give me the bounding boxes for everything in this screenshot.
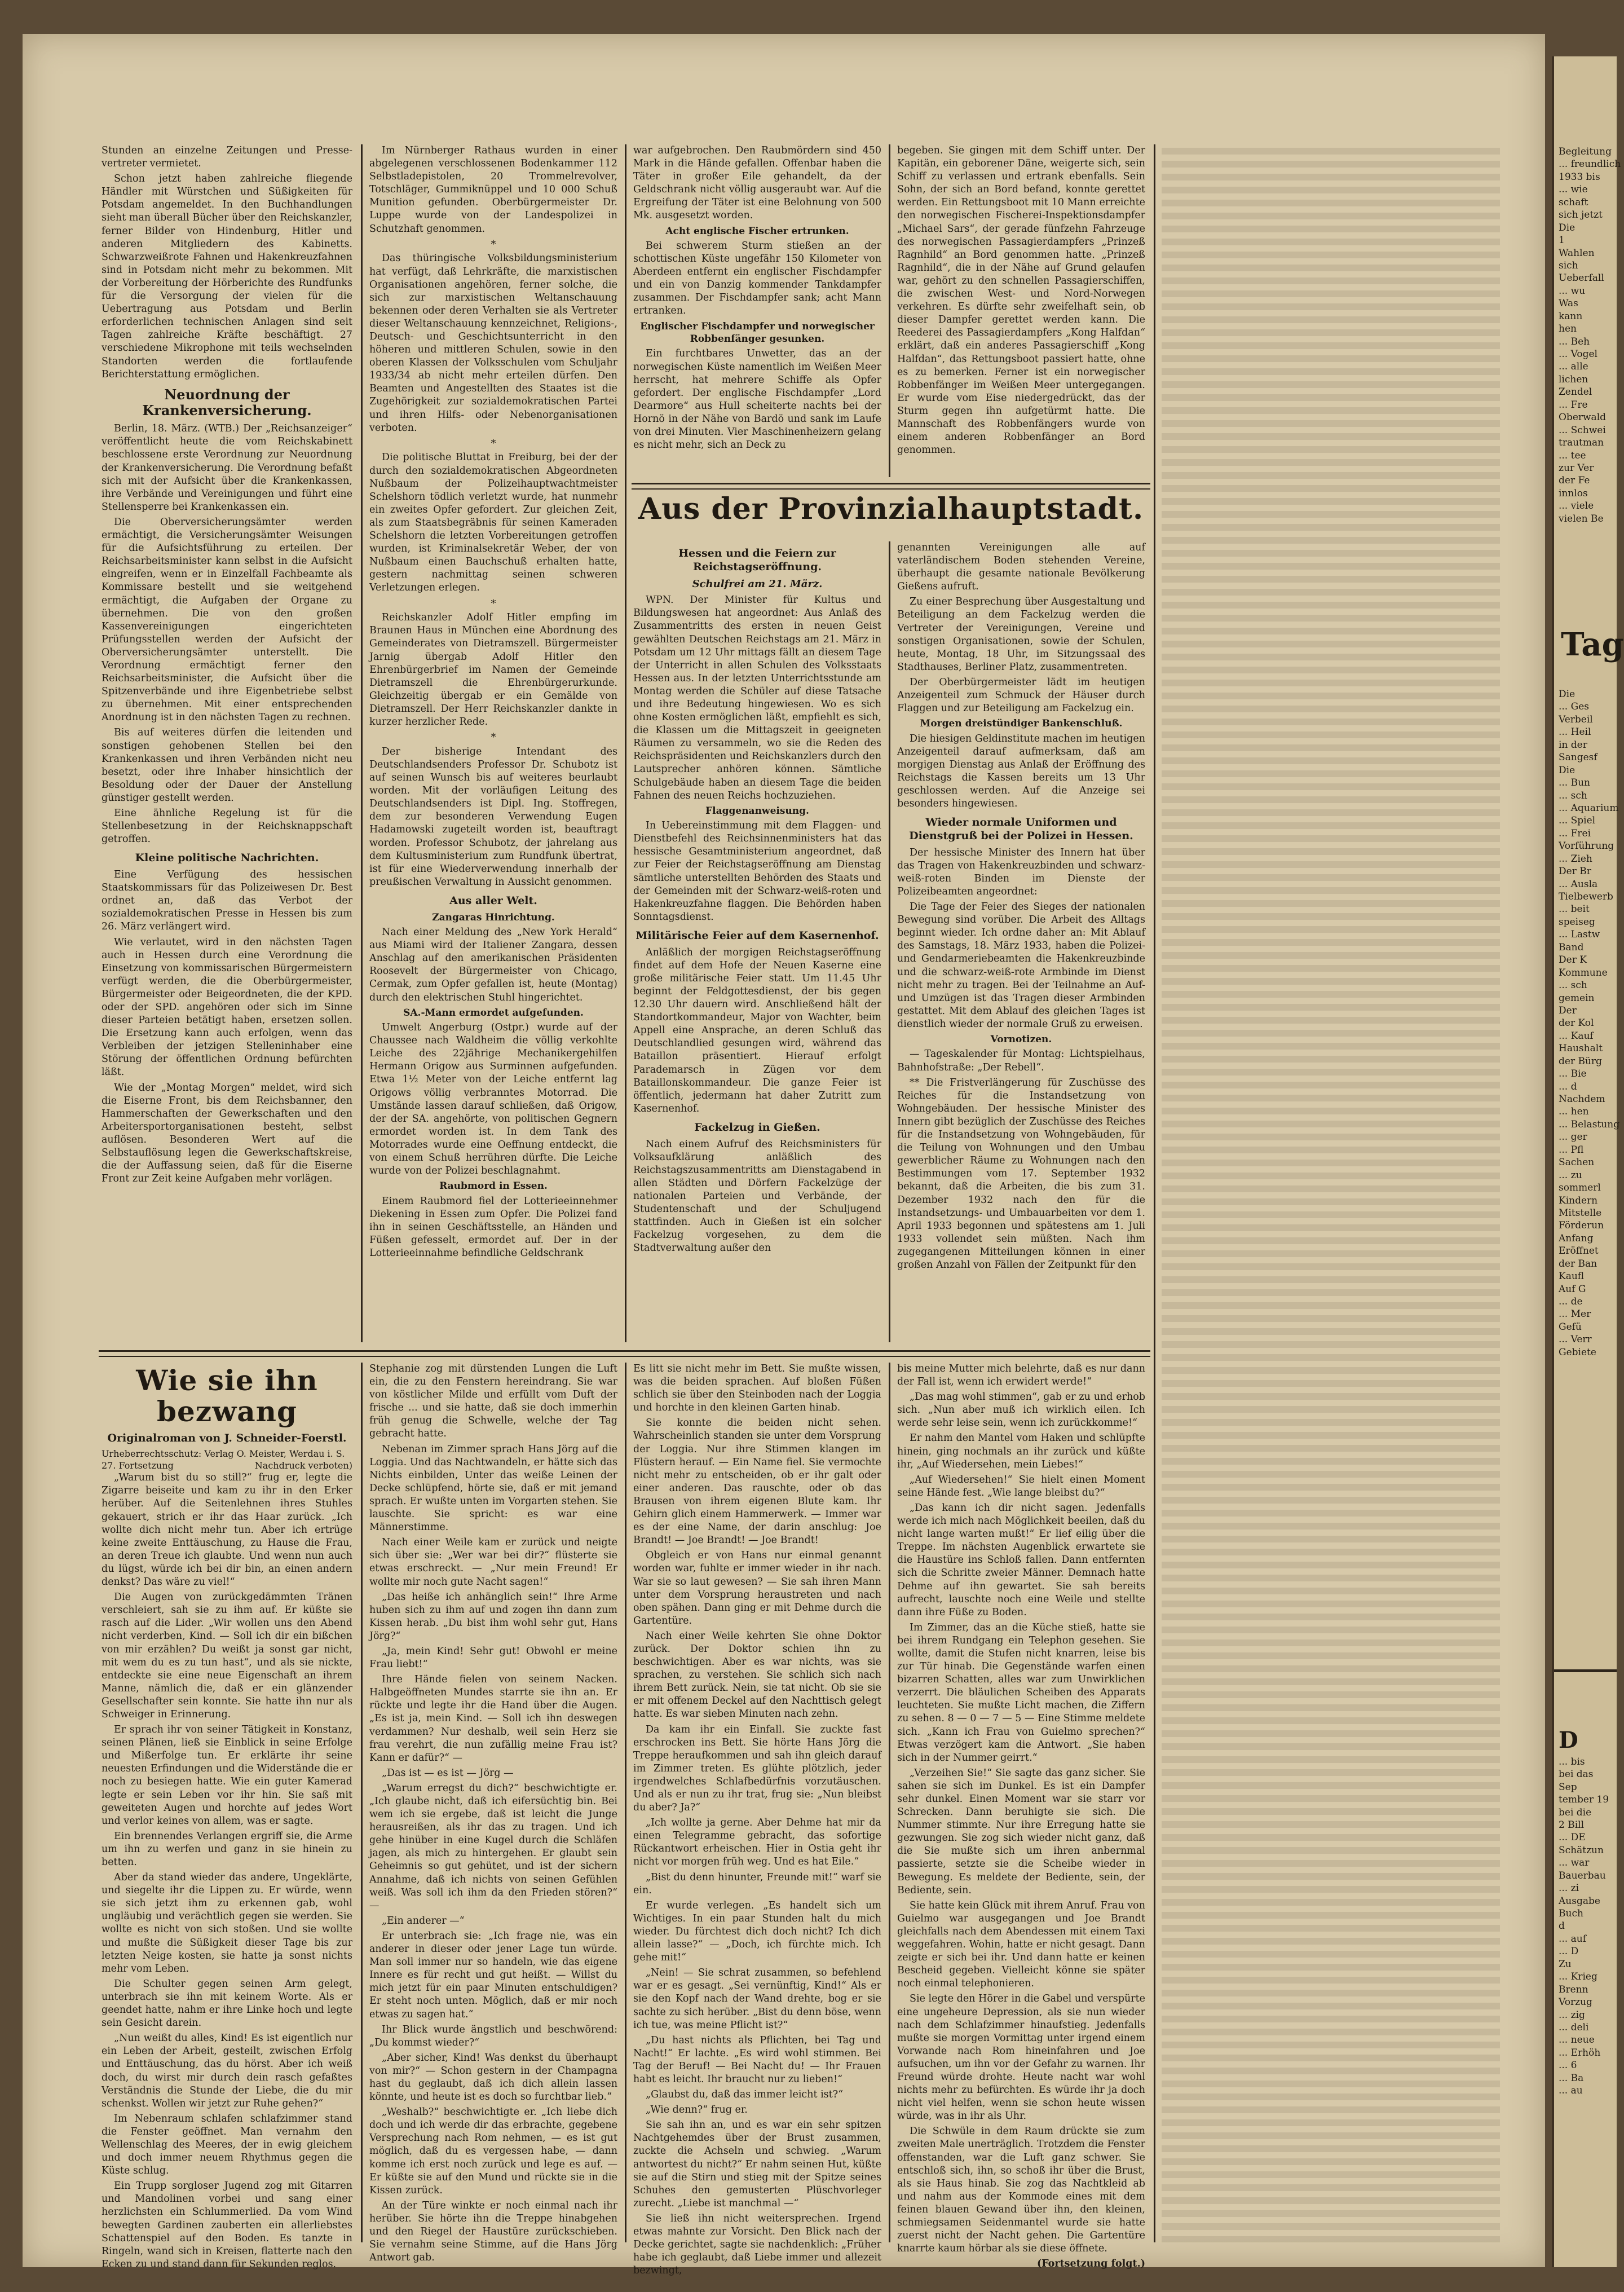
strip-line: trautman <box>1559 437 1604 449</box>
strip-line: ... wu <box>1559 285 1586 297</box>
paragraph: „Verzeihen Sie!“ Sie sagte das ganz sicher. Sie sahen sie sich im Dunkel. Es ist ein Dampfer sehr dunkel. Einen Moment war sie starr vor Schrecken. Dann beruhigte sie sich. Die Nummer stimmte. Nur ihre Erregung hatte sie gezwungen. Sie zog sich wieder nicht ganz, daß die Sie mußte sich um ihren anbernmal passierte, setzte sie die Scheibe wieder in Bewegung. Es meldete der Bediente, sein, der Bediente, sein. <box>897 1767 1145 1896</box>
strip-line: ... wie <box>1559 184 1588 196</box>
strip-line: ... Mer <box>1559 1308 1591 1320</box>
strip-line: ... sch <box>1559 790 1587 801</box>
strip-lines-bottom <box>1559 1726 1615 2097</box>
strip-lines-mid <box>1559 688 1620 1359</box>
subhead: Acht englische Fischer ertrunken. <box>665 225 849 237</box>
paragraph: „Glaubst du, daß das immer leicht ist?“ <box>646 2089 844 2101</box>
paragraph: „Das ist — es ist — Jörg — <box>382 1767 514 1779</box>
column-rule <box>625 144 626 1342</box>
paragraph: In Uebereinstimmung mit dem Flaggen- und Dienstbefehl des Reichsinnenministers hat das hessische Gesamtministerium angeordnet, daß zur Feier der Reichstagseröffnung am Dienstag sämtliche unterstellten Behörden des Staats und der Gemeinden mit der Schwarz-weiß-roten und Hakenkreuzfahne flaggen. Die Behörden haben Sonntagsdienst. <box>633 820 881 923</box>
strip-line: ... au <box>1559 2085 1583 2097</box>
paragraph: Nach einer Weile kam er zurück und neigte sich über sie: „Wer war bei dir?“ flüsterte sie etwas erschreckt. — „Nur mein Freund! Er wollte mir noch gute Nacht sagen!“ <box>369 1537 617 1588</box>
strip-line: Kaufl <box>1559 1271 1585 1282</box>
strip-line: Kindern <box>1559 1195 1598 1206</box>
strip-line: ... hen <box>1559 1106 1589 1118</box>
column-4 <box>897 144 1145 477</box>
paragraph: Die Schulter gegen seinen Arm gelegt, unterbrach sie ihn mit keinem Worte. Als er geendet hatte, nahm er ihre Linke hoch und legte sein Gesicht darein. <box>102 1978 352 2029</box>
headline-aus-aller-welt: Aus aller Welt. <box>449 894 537 907</box>
strip-line: ... deli <box>1559 2021 1589 2033</box>
paragraph: Stunden an einzelne Zeitungen und Presse-vertreter vermietet. <box>102 145 352 170</box>
strip-line: 1 <box>1559 235 1565 246</box>
strip-line: Was <box>1559 298 1578 310</box>
strip-line: gemein <box>1559 992 1595 1004</box>
strip-line: Bauerbau <box>1559 1870 1606 1881</box>
paragraph: Im Zimmer, das an die Küche stieß, hatte sie bei ihrem Rundgang ein Telephon gesehen. Sie wollte, damit die Stufen nicht knarren, leise bis zur Tür hinab. Die Gegenstände warfen einen bizarren Schatten, alles war zum Unwirklichen verzerrt. Die bläulichen Scheiben des Apparats leuchteten. Sie mußte Licht machen, die Ziffern zu sehen. 8 — 0 — 7 — 5 — Eine Stimme meldete sich. „Kann ich Frau von Guielmo sprechen?“ Etwas verzögert kam die Antwort. „Sie haben sich in der Nummer geirrt.“ <box>897 1621 1145 1764</box>
paragraph: bis meine Mutter mich belehrte, daß es nur dann der Fall ist, wenn ich erwidert werde!“ <box>897 1363 1145 1388</box>
strip-line: innlos <box>1559 487 1588 499</box>
strip-line: ... Zieh <box>1559 853 1592 865</box>
strip-line: ... sch <box>1559 980 1587 991</box>
strip-line: ... Ausla <box>1559 878 1598 890</box>
paragraph: Stephanie zog mit dürstenden Lungen die Luft ein, die zu den Fenstern hereindrang. Sie war von köstlicher Milde und erfüllt vom Duft der frische ... und sie hatte, daß sie doch immerhin früh genug die Schwelle, welche der Tag gebracht hatte. <box>369 1363 617 1440</box>
newspaper-page <box>23 34 1545 2277</box>
strip-line: Die <box>1559 764 1576 776</box>
strip-line: ... zi <box>1559 1883 1579 1894</box>
partial-right-column <box>1162 144 1500 2242</box>
paragraph: Er unterbrach sie: „Ich frage nie, was ein anderer in dieser oder jener Lage tun würde. Man soll immer nur so handeln, wie das eigene Innere es für recht und gut heißt. — Willst du mich jetzt für ein paar Minuten entschuldigen? Er steht noch unten. Möglich, daß er mir noch etwas zu sagen hat.“ <box>369 1930 617 2020</box>
subhead: Englischer Fischdampfer und norwegischer Robbenfänger gesunken. <box>640 320 875 345</box>
column-rule <box>889 1363 890 2242</box>
strip-line: Eröffnet <box>1559 1245 1599 1257</box>
paragraph: „Ein anderer —“ <box>382 1915 465 1927</box>
novel-installment-line <box>102 1460 352 1471</box>
strip-line: ... Ges <box>1559 701 1589 713</box>
strip-line: tember 19 <box>1559 1794 1609 1806</box>
strip-line: 2 Bill <box>1559 1819 1585 1831</box>
strip-line: ... Beh <box>1559 336 1590 347</box>
strip-line: sommerl <box>1559 1182 1601 1194</box>
strip-line: Vorführung <box>1559 840 1614 852</box>
subhead: Vornotizen. <box>990 1034 1052 1046</box>
novel-column-1 <box>102 1363 352 2270</box>
column-2 <box>369 144 617 1342</box>
paragraph: „Du hast nichts als Pflichten, bei Tag und Nacht!“ Er lachte. „Es wird wohl stimmen. Bei Tag der Beruf! — Bei Nacht du! — Ihr Frauen habt es leicht. Ihr braucht nur zu lieben!“ <box>633 2034 881 2085</box>
strip-line: Der Br <box>1559 866 1591 878</box>
strip-line: bei das <box>1559 1769 1594 1780</box>
strip-line: zur Ver <box>1559 462 1594 474</box>
paragraph: Nach einem Aufruf des Reichsministers für Volksaufklärung anläßlich des Reichstagszusammentritts am Dienstagabend in allen Städten und Dörfern Fackelzüge der nationalen Parteien und Verbände, der Studentenschaft und der Schuljugend stattfinden. Auch in Gießen ist ein solcher Fackelzug vorgesehen, zu dem die Stadtverwaltung außer den <box>633 1138 881 1254</box>
column-rule <box>361 144 363 1342</box>
column-rule <box>1154 144 1155 2242</box>
headline-uniformen: Wieder normale Uniformen und Dienstgruß bei der Polizei in Hessen. <box>909 816 1133 842</box>
paragraph: „Nein! — Sie schrat zusammen, so befehlend war er es gesagt. „Sei vernünftig, Kind!“ Als er sie den Kopf nach der Wand drehte, bog er sie sachte zu sich herüber. „Bist du denn böse, wenn ich tue, was meine Pflicht ist?“ <box>633 1967 881 2031</box>
strip-line: ... auf <box>1559 1933 1586 1945</box>
strip-line: ... Vogel <box>1559 349 1597 360</box>
novel-column-4 <box>897 1363 1145 2270</box>
paragraph: Aber da stand wieder das andere, Ungeklärte, und siegelte ihr die Lippen zu. Er würde, wenn sie sich jetzt ihm zu erkennen gab, wohl ungläubig und verächtlich gegen sie werden. Sie wollte es nicht von sich stoßen. Und sie wollte und mußte die Süßigkeit dieser Tage bis zur letzten Neige kosten, sie hatte ja sonst nichts mehr vom Leben. <box>102 1872 352 1974</box>
novel-subtitle: Originalroman von J. Schneider-Foerstl. <box>107 1432 347 1444</box>
paragraph: genannten Vereinigungen alle auf vaterländischem Boden stehenden Vereine, überhaupt die gesamte nationale Bevölkerung Gießens aufruft. <box>897 542 1145 593</box>
subhead: Morgen dreistündiger Bankenschluß. <box>920 718 1123 730</box>
paragraph: Schon jetzt haben zahlreiche fliegende Händler mit Würstchen und Süßigkeiten für Potsdam angemeldet. In den Buchhandlungen sieht man überall Bücher über den Reichskanzler, ferner Bilder von Hindenburg, Hitler und anderen Mitgliedern des Kabinetts. Schwarzweißrote Fahnen und Hakenkreuzfahnen sind in Potsdam nicht mehr zu bekommen. Mit der Vorbereitung der Hörberichte des Rundfunks für die Versorgung der vielen für die Uebertragung aus Potsdam und Berlin erforderlichen technischen Anlagen sind seit Tagen zahlreiche Kräfte beschäftigt. 27 verschiedene Mikrophone mit teils wechselnden Standorten werden die fortlaufende Berichterstattung ermöglichen. <box>102 173 352 380</box>
strip-line: Die <box>1559 222 1576 233</box>
strip-line: Wahlen <box>1559 247 1595 259</box>
strip-line: ... Belastung <box>1559 1118 1620 1130</box>
strip-line: ... Spiel <box>1559 815 1596 827</box>
paragraph: Er sprach ihr von seiner Tätigkeit in Konstanz, seinen Plänen, ließ sie Einblick in seine Erfolge und Mißerfolge tun. Er erklärte ihr seine neuesten Erfindungen und die Widerstände die er noch zu besiegen hatte. Wie ein guter Kamerad legte er sein Leben vor ihr hin. Sie saß mit geweiteten Augen und horchte auf jedes Wort und verlor keines von allem, was er sagte. <box>102 1724 352 1827</box>
paragraph: „Das kann ich dir nicht sagen. Jedenfalls werde ich mich nach Möglichkeit beeilen, daß du nicht lange warten mußt!“ Er lief eilig über die Treppe. Im nächsten Augenblick erwartete sie die Haustüre ins Schloß fallen. Dann entfernten sich die Schritte zweier Männer. Demnach hatte Dehme auf ihn gewartet. Sie sah bereits aufrecht, lauschte noch eine Weile und stellte dann ihre Füße zu Boden. <box>897 1502 1145 1618</box>
novel-reprint: Nachdruck verboten) <box>254 1460 352 1471</box>
strip-line: Die <box>1559 689 1576 700</box>
section-rule <box>99 1350 1150 1357</box>
novel-title: Wie sie ihn bezwang <box>136 1364 318 1428</box>
paragraph: Sie sah ihn an, und es war ein sehr spitzen Nachtgehemdes über der Brust zusammen, zuckte die Achseln und schwieg. „Warum antwortest du nicht?“ Er nahm seinen Hut, küßte sie auf die Stirn und stieg mit der Spitze seines Schuhes den gemusterten Plüschvorleger zurecht. „Liebe ist manchmal —“ <box>633 2119 881 2209</box>
strip-line: ... war <box>1559 1857 1590 1869</box>
novel-installment: 27. Fortsetzung <box>102 1460 174 1471</box>
strip-line: Kommune <box>1559 967 1608 978</box>
strip-line: Auf G <box>1559 1283 1586 1295</box>
strip-line: ... d <box>1559 1081 1577 1092</box>
headline-fackelzug: Fackelzug in Gießen. <box>694 1121 820 1134</box>
strip-line: D <box>1559 1727 1578 1753</box>
strip-line: Gebiete <box>1559 1346 1596 1358</box>
strip-line: der Kol <box>1559 1017 1594 1029</box>
strip-line: Begleitung <box>1559 146 1612 157</box>
strip-rule <box>1554 1669 1617 1672</box>
paragraph: Einem Raubmord fiel der Lotterieeinnehmer Diekening in Essen zum Opfer. Die Polizei fand ihn in seinen Geschäftsstelle, an Händen und Füßen gefesselt, ermordet auf. Der in der Lotterieeinnahme befindliche Geldschrank <box>369 1195 617 1259</box>
provinz-column-2 <box>897 541 1145 1342</box>
strip-line: Vorzug <box>1559 1996 1592 2008</box>
separator-star: * <box>491 597 496 610</box>
strip-line: in der <box>1559 739 1587 751</box>
strip-line: ... Frei <box>1559 827 1591 839</box>
strip-line: bei die <box>1559 1806 1592 1818</box>
paragraph: — Tageskalender für Montag: Lichtspielhaus, Bahnhofstraße: „Der Rebell“. <box>897 1048 1145 1073</box>
paragraph: war aufgebrochen. Den Raubmördern sind 450 Mark in die Hände gefallen. Offenbar haben die Täter in großer Eile gehandelt, da der Geldschrank nicht völlig ausgeraubt war. Auf die Ergreifung der Täter ist eine Belohnung von 500 Mk. ausgesetzt worden. <box>633 145 881 222</box>
subhead: Zangaras Hinrichtung. <box>432 911 555 923</box>
paragraph: Der hessische Minister des Innern hat über das Tragen von Hakenkreuzbinden und schwarz-weiß-roten Binden im Dienste der Polizeibeamten angeordnet: <box>897 847 1145 897</box>
separator-star: * <box>491 731 496 744</box>
paragraph: begeben. Sie gingen mit dem Schiff unter. Der Kapitän, ein geborener Däne, weigerte sich, sein Schiff zu verlassen und ertrank ebenfalls. Sein Sohn, der sich an Bord befand, konnte gerettet werden. Ein Rettungsboot mit 10 Mann erreichte den norwegischen Fischerei-Inspektionsdampfer „Michael Sars“, der gerade fünfzehn Fahrzeuge des norwegischen Passagierdampfers „Prinzeß Ragnhild“ an Bord genommen hatte. „Prinzeß Ragnhild“, die in der Nähe auf Grund gelaufen war, gehört zu den schnellen Passagierschiffen, die zwischen West- und Nord-Norwegen verkehren. Es dürfte sehr zweifelhaft sein, ob dieser Dampfer gerettet werden kann. Die Reederei des Passagierdampfers „Kong Halfdan“ erklärt, daß ein anderes Passagierschiff „Kong Halfdan“, das Rettungsboot passiert hatte, ohne es zu bemerken. Ferner ist ein norwegischer Robbenfänger im Weißen Meer untergegangen. Er wurde vom Eise niedergedrückt, das der Sturm gegen ihn aufgetürmt hatte. Die Mannschaft des Robbenfängers wurde von einem anderen Robbenfänger an Bord genommen. <box>897 145 1145 456</box>
strip-line: ... Erhöh <box>1559 2047 1601 2059</box>
provinz-headline: Aus der Provinzialhauptstadt. <box>638 492 1144 526</box>
strip-line: ... viele <box>1559 500 1594 512</box>
paragraph: Der bisherige Intendant des Deutschlandsenders Professor Dr. Schubotz ist auf seinen Wunsch bis auf weiteres beurlaubt worden. Mit der vorläufigen Leitung des Deutschlandsenders ist Dipl. Ing. Stoffregen, dem zur besonderen Verwendung Eugen Hadamowski zugeteilt worden ist, beauftragt worden. Professor Schubotz, der jahrelang aus dem Kultusministerium zum Rundfunk übertrat, ist für eine Wiederverwendung innerhalb der preußischen Verwaltung in Aussicht genommen. <box>369 746 617 888</box>
paragraph: Reichskanzler Adolf Hitler empfing im Braunen Haus in München eine Abordnung des Gemeinderates von Dietramszell. Bürgermeister Jarnig übergab Adolf Hitler den Ehrenbürgerbrief im Namen der Gemeinde Dietramszell die Ehrenbürgerurkunde. Gleichzeitig übergab er ein Gemälde von Dietramszell. Der Herr Reichskanzler dankte in kurzer herzlicher Rede. <box>369 612 617 728</box>
paragraph: Die politische Bluttat in Freiburg, bei der der durch den sozialdemokratischen Abgeordneten Nußbaum der Polizeihauptwachtmeister Schelshorn tödlich verletzt wurde, hat nunmehr ein zweites Opfer gefordert. Zur gleichen Zeit, als zum Staatsbegräbnis für seinen Kameraden Schelshorn die letzten Vorbereitungen getroffen wurden, ist Kriminalsekretär Weber, der von Nußbaum einen Bauchschuß erhalten hatte, gestern nachmittag seinen schweren Verletzungen erlegen. <box>369 452 617 594</box>
strip-line: lichen <box>1559 373 1588 385</box>
strip-line: ... Kauf <box>1559 1030 1594 1042</box>
strip-line: ... freundlich <box>1559 158 1621 170</box>
paragraph: „Bist du denn hinunter, Freunde mit!“ warf sie ein. <box>633 1871 881 1896</box>
paragraph: „Weshalb?“ beschwichtigte er. „Ich liebe dich doch und ich werde dir das erbrachte, gegebene Versprechung nach Rom nehmen, — es ist gut möglich, daß du es vergessen habe, — dann komme ich erst noch zurück und lege es auf. — Er küßte sie auf den Mund und rückte sie in die Kissen zurück. <box>369 2106 617 2196</box>
paragraph: Ein furchtbares Unwetter, das an der norwegischen Küste namentlich im Weißen Meer herrscht, hat mehrere Schiffe als Opfer gefordert. Der englische Fischdampfer „Lord Dearmore“ aus Hull scheiterte nachts bei der Hornö in der Nähe von Bardö und sank im Laufe von drei Minuten. Vier Maschinenheizern gelang es nicht mehr, sich an Deck zu <box>633 348 881 451</box>
subhead: Flaggenanweisung. <box>705 805 809 817</box>
strip-line: ... neue <box>1559 2034 1595 2046</box>
paragraph: „Wie denn?“ frug er. <box>646 2104 748 2116</box>
strip-line: ... zig <box>1559 2009 1585 2021</box>
strip-line: speiseg <box>1559 916 1595 928</box>
strip-line: Oberwald <box>1559 412 1607 424</box>
subhead: SA.-Mann ermordet aufgefunden. <box>403 1007 584 1019</box>
headline-reichstagseroeffnung: Hessen und die Feiern zur Reichstagseröffnung. <box>678 547 836 573</box>
strip-line: ... Bie <box>1559 1068 1587 1080</box>
novel-copyright: Urheberrechtsschutz: Verlag O. Meister, Werdau i. S. <box>102 1448 345 1460</box>
strip-line: ... ger <box>1559 1131 1587 1143</box>
strip-line: Mitstelle <box>1559 1207 1602 1219</box>
paragraph: Bis auf weiteres dürfen die leitenden und sonstigen gehobenen Stellen bei den Krankenkassen und ihren Verbänden nicht neu besetzt, oder ihre Inhaber hinsichtlich der Besoldung oder der Dauer der Anstellung günstiger gestellt werden. <box>102 727 352 804</box>
strip-line: Ausgabe <box>1559 1895 1600 1907</box>
strip-line: der Bürg <box>1559 1055 1602 1067</box>
page-edge-texture <box>1162 144 1500 2242</box>
paragraph: Er wurde verlegen. „Es handelt sich um Wichtiges. In ein paar Stunden halt du mich wieder. Du fürchtest dich doch nicht? Ich dich allein lasse?“ — „Doch, ich fürchte mich. Ich gehe mit!“ <box>633 1899 881 1964</box>
strip-line: Der K <box>1559 954 1587 966</box>
paragraph: Sie hatte kein Glück mit ihrem Anruf. Frau von Guielmo war ausgegangen und Joe Brandt gleichfalls nach dem Abendessen mit einem Taxi weggefahren. Wohin, hatte er nicht gesagt. Dann zeigte er sich bei ihr. Und dann hatte er keinen Bescheid gegeben. Vielleicht könne sie später noch einmal telephonieren. <box>897 1899 1145 1990</box>
strip-line: ... bis <box>1559 1756 1585 1768</box>
paragraph: Sie ließ ihn nicht weitersprechen. Irgend etwas mahnte zur Vorsicht. Den Blick nach der Decke gerichtet, sagte sie nachdenklich: „Früher habe ich geglaubt, daß Liebe immer und allezeit bezwingt, <box>633 2212 881 2277</box>
paragraph: Berlin, 18. März. (WTB.) Der „Reichsanzeiger“ veröffentlicht heute die vom Reichskabinett beschlossene erste Verordnung zur Neuordnung der Krankenversicherung. Die Verordnung befaßt sich mit der Aufsicht über die Krankenkassen, ihre Verbände und Vereinigungen und führt eine Stellensperre bei Krankenkassen ein. <box>102 423 352 513</box>
provinz-column-1 <box>633 541 881 1342</box>
strip-line: ... zu <box>1559 1169 1582 1181</box>
strip-line: ... Krieg <box>1559 1971 1597 1983</box>
strip-line: Zu <box>1559 1958 1572 1970</box>
strip-line: Der <box>1559 1004 1577 1016</box>
strip-line: sich jetzt <box>1559 209 1603 221</box>
paragraph: Zu einer Besprechung über Ausgestaltung und Beteiligung an dem Fackelzug werden die Vertreter der Vereinigungen, Vereine und sonstigen Organisationen, sowie der Schulen, heute, Montag, 18 Uhr, im Sitzungssaal des Stadthauses, Berliner Platz, zusammentreten. <box>897 596 1145 673</box>
paragraph: „Nun weißt du alles, Kind! Es ist eigentlich nur ein Leben der Arbeit, gesteilt, zwischen Erfolg und Enttäuschung, das du hörst. Aber ich weiß doch, du wirst mir durch dein rasch gefaßtes Verständnis die Stunde der Liebe, die du mir schenkst. Wollen wir jetzt zur Ruhe gehen?“ <box>102 2033 352 2109</box>
strip-line: ... Bun <box>1559 777 1591 789</box>
strip-line: Zendel <box>1559 386 1592 398</box>
strip-big-heading: Tag <box>1561 626 1624 663</box>
strip-line: ... Aquarium <box>1559 802 1619 814</box>
strip-line: ... Heil <box>1559 726 1591 738</box>
paragraph: „Warum erregst du dich?“ beschwichtigte er. „Ich glaube nicht, daß ich eifersüchtig bin. Bei wem ich sie ergebe, daß ist leicht die Junge herausreißen, als ihr das zu tragen. Und ich gehe hinüber in eine Kugel durch die Schläfen jagen, als mich zu hintergehen. Er glaubt sein Geheimnis so gut gehütet, und ist der sichern Annahme, daß ich nichts von seinen Gefühlen weiß. Was soll ich ihm da den Frieden stören?“ — <box>369 1782 617 1911</box>
col1-intro <box>102 144 352 381</box>
paragraph: Anläßlich der morgigen Reichstagseröffnung findet auf dem Hofe der Neuen Kaserne eine große militärische Feier statt. Um 11.45 Uhr beginnt der Feldgottesdienst, der bis gegen 12.30 Uhr dauern wird. Anschließend hält der Standortkommandeur, Major von Wachter, beim Appell eine Ansprache, an deren Schluß das Deutschlandlied gesungen wird, während das Bataillon präsentiert. Hierauf erfolgt Parademarsch in Zügen vor dem Bataillonskommandeur. Die ganze Feier ist öffentlich, jedermann hat daher Zutritt zum Kasernenhof. <box>633 946 881 1114</box>
paragraph: Obgleich er von Hans nur einmal genannt worden war, fuhlte er immer wieder in ihr nach. War sie so laut gewesen? — Sie sah ihren Mann unter dem Vorsprung heraustreten und nach oben spähen. Dann ging er mit Dehme durch die Gartentüre. <box>633 1550 881 1627</box>
strip-line: Sangesf <box>1559 752 1597 764</box>
column-3 <box>633 144 881 477</box>
strip-line: Buch <box>1559 1908 1583 1920</box>
column-rule <box>625 1363 626 2242</box>
strip-line: Nachdem <box>1559 1094 1605 1105</box>
strip-line: Verbeil <box>1559 713 1593 725</box>
paragraph: „Ja, mein Kind! Sehr gut! Obwohl er meine Frau liebt!“ <box>369 1645 617 1670</box>
paragraph: Die Oberversicherungsämter werden ermächtigt, die Versicherungsämter Weisungen für die Aufsichtsführung zu erteilen. Der Reichsarbeitsminister kann selbst in die Aufsicht eingreifen, wenn er in Einzelfall Fachbeamte als Kommissare bestellt und sie weitgehend ermächtigt, die Aufgaben der Organe zu übernehmen. Die von den großen Kassenvereinigungen eingerichteten Prüfungsstellen werden der Aufsicht der Oberversicherungsämter unterstellt. Die Verordnung ermächtigt ferner den Reichsarbeitsminister, die Aufsicht über die Spitzenverbände und ihre Eigenbetriebe selbst zu übernehmen. Mit einer entsprechenden Anordnung ist in den nächsten Tagen zu rechnen. <box>102 516 352 724</box>
strip-line: ... beit <box>1559 903 1590 915</box>
paragraph: An der Türe winkte er noch einmal nach ihr herüber. Sie hörte ihn die Treppe hinabgehen und den Riegel der Haustüre zurückschieben. Sie vernahm seine Stimme, auf die Hans Jörg Antwort gab. <box>369 2200 617 2264</box>
strip-line: ... 6 <box>1559 2060 1577 2071</box>
strip-line: Förderun <box>1559 1220 1604 1232</box>
subhead-schulfrei: Schulfrei am 21. März. <box>692 578 823 590</box>
paragraph: Ein brennendes Verlangen ergriff sie, die Arme um ihn zu werfen und ganz in sie hinein zu betten. <box>102 1830 352 1868</box>
novel-continued: (Fortsetzung folgt.) <box>1036 2258 1145 2270</box>
paragraph: Er nahm den Mantel vom Haken und schlüpfte hinein, ging nochmals an ihr zurück und küßte ihr, „Auf Wiedersehen, mein Liebes!“ <box>897 1432 1145 1470</box>
paragraph: Eine ähnliche Regelung ist für die Stellenbesetzung in der Reichsknappschaft getroffen. <box>102 808 352 845</box>
paragraph: Es litt sie nicht mehr im Bett. Sie mußte wissen, was die beiden sprachen. Auf bloßen Füßen schlich sie über den Steinboden nach der Loggia und horchte in den kleinen Garten hinab. <box>633 1363 881 1414</box>
strip-line: hen <box>1559 323 1577 335</box>
paragraph: Im Nürnberger Rathaus wurden in einer abgelegenen verschlossenen Bodenkammer 112 Selbstladepistolen, 20 Trommelrevolver, Totschläger, Gummiknüppel und 10 000 Schuß Munition gefunden. Oberbürgermeister Dr. Luppe wurde von der Landespolizei in Schutzhaft genommen. <box>369 145 617 235</box>
paragraph: „Warum bist du so still?“ frug er, legte die Zigarre beiseite und kam zu ihr in den Erker herüber. Auf die Seitenlehnen ihres Stuhles gekauert, strich er ihr das Haar zurück. „Ich wollte dich nicht mehr tun. Aber ich ertrüge keine zweite Enttäuschung, zu Hause die Frau, an deren Treue ich glaubte. Und wenn nun auch du lügst, würde ich bei dir bin, an einen andern denkst? Das wäre zu viel!“ <box>102 1472 352 1588</box>
paragraph: „Ich wollte ja gerne. Aber Dehme hat mir da einen Telegramme gebracht, das sofortige Rückantwort erheischen. Hier in Ostia geht ihr nicht vor morgen früh weg. Und es hat Eile.“ <box>633 1817 881 1868</box>
paragraph: Bei schwerem Sturm stießen an der schottischen Küste ungefähr 150 Kilometer von Aberdeen entfernt ein englischer Fischdampfer und ein von Danzig kommender Tankdampfer zusammen. Der Fischdampfer sank; acht Mann ertranken. <box>633 240 881 317</box>
paragraph: Der Oberbürgermeister lädt im heutigen Anzeigenteil zum Schmuck der Häuser durch Flaggen und zur Beteiligung am Fackelzug ein. <box>897 676 1145 715</box>
strip-lines-top <box>1559 146 1621 525</box>
paragraph: Sie legte den Hörer in die Gabel und verspürte eine ungeheure Depression, als sie nun wieder nach dem Schlafzimmer hinaufstieg. Jedenfalls mußte sie morgen Vormittag unter irgend einem Vorwande nach Rom hineinfahren und Joe aufsuchen, um ihn vor der Gefahr zu warnen. Ihr Freund würde drohte. Heute nacht war wohl nichts mehr zu befürchten. Es würde ihr ja doch nicht viel helfen, wenn sie schon heute wissen würde, was in ihr als Uhr. <box>897 1993 1145 2122</box>
strip-line: ... tee <box>1559 449 1586 461</box>
strip-line: Ueberfall <box>1559 272 1604 284</box>
paragraph: „Das heiße ich anhänglich sein!“ Ihre Arme huben sich zu ihm auf und zogen ihn dann zum Kissen herab. „Du bist ihm wohl sehr gut, Hans Jörg?“ <box>369 1591 617 1642</box>
paragraph: Nebenan im Zimmer sprach Hans Jörg auf die Loggia. Und das Nachtwandeln, er hätte sich das Nichts einbilden, Unter das weiße Leinen der Decke schlüpfend, hörte sie, daß er mit jemand sprach. Er wußte unten im Vorgarten stehen. Sie lauschte. Sie spricht: es war eine Männerstimme. <box>369 1443 617 1533</box>
paragraph: Nach einer Meldung des „New York Herald“ aus Miami wird der Italiener Zangara, dessen Anschlag auf den amerikanischen Präsidenten Roosevelt der Bürgermeister von Chicago, Cermak, zum Opfer gefallen ist, heute (Montag) durch den elektrischen Stuhl hingerichtet. <box>369 927 617 1003</box>
strip-line: ... de <box>1559 1296 1583 1307</box>
paragraph: „Aber sicher, Kind! Was denkst du überhaupt von mir?“ — Schon gestern in der Champagna hast du geglaubt, daß ich dich allein lassen könnte, und heute ist es doch so furchtbar lieb.“ <box>369 2052 617 2103</box>
headline-krankenversicherung: Neuordnung der Krankenversicherung. <box>142 386 312 419</box>
column-rule <box>889 144 890 477</box>
column-1 <box>102 144 352 1342</box>
strip-line: Haushalt <box>1559 1043 1603 1055</box>
column-rule <box>361 1363 363 2242</box>
paragraph: Umwelt Angerburg (Ostpr.) wurde auf der Chaussee nach Waldheim die völlig verkohlte Leiche des 22jährige Mechanikergehilfen Hermann Origow aus Surminnen aufgefunden. Etwa 1½ Meter von der Leiche entfernt lag Origows völlig verbranntes Motorrad. Die Umstände lassen darauf schließen, daß Origow, der der SA. angehörte, von politischen Gegnern ermordet worden ist. In dem Tank des Motorrades wurde eine Oeffnung entdeckt, die von einem Schuß herrühren dürfte. Die Leiche wurde von der Polizei beschlagnahmt. <box>369 1022 617 1177</box>
paragraph: Eine Verfügung des hessischen Staatskommissars für das Polizeiwesen Dr. Best ordnet an, daß das Verbot der sozialdemokratischen Presse in Hessen bis zum 26. März verlängert wird. <box>102 869 352 933</box>
subhead: Raubmord in Essen. <box>439 1180 548 1192</box>
paragraph: Ihr Blick wurde ängstlich und beschwörend: „Du kommst wieder?“ <box>369 2024 617 2048</box>
paragraph: Die Schwüle in dem Raum drückte sie zum zweiten Male unerträglich. Trotzdem die Fenster offenstanden, war die Luft ganz schwer. Sie entschloß sich, ihn, so schoß ihr über die Brust, als sie Haus hinab. Sie zog das Nachtkleid ab und nahm aus der Kommode eines mit dem feinen blauen Gewand über ihn, den kleinen, schmiegsamen Seidenmantel wurde sie hatte zuerst nicht der Nacht gehen. Die Gartentüre knarrte kaum hörbar als sie diese öffnete. <box>897 2126 1145 2255</box>
paragraph: Die Augen von zurückgedämmten Tränen verschleiert, sah sie zu ihm auf. Er küßte sie rasch auf die Lider. „Wir wollen uns den Abend nicht verderben, Kind. — Soll ich dir ein bißchen von mir erzählen? Du weißt ja sonst gar nicht, mit wem du es zu tun hast“, und als sie nickte, entdeckte sie eine neue Eigenschaft an ihrem Manne, nämlich die, daß er ein glänzender Gesellschafter sein konnte. Sie hatte ihn nur als Schweiger in Erinnerung. <box>102 1592 352 1720</box>
paragraph: Die Tage der Feier des Sieges der nationalen Bewegung sind vorüber. Die Arbeit des Alltags beginnt wieder. Ich ordne daher an: Mit Ablauf des Samstags, 18. März 1933, haben die Polizei- und Gendarmeriebeamten die Hakenkreuzbinde und die schwarz-weiß-rote Armbinde im Dienst nicht mehr zu tragen. Bei der Teilnahme an Auf- und Umzügen ist das Tragen dieser Armbinden gestattet. Mit dem Ablauf des gleichen Tages ist dienstlich wieder der normale Gruß zu erweisen. <box>897 901 1145 1030</box>
strip-line: d <box>1559 1920 1565 1932</box>
strip-line: ... Schwei <box>1559 424 1606 436</box>
headline-kasernenhof: Militärische Feier auf dem Kasernenhof. <box>636 929 879 942</box>
strip-line: ... Verr <box>1559 1334 1592 1346</box>
paragraph: „Das mag wohl stimmen“, gab er zu und erhob sich. „Nun aber muß ich wirklich eilen. Ich werde sehr leise sein, wenn ich zurückkomme!“ <box>897 1391 1145 1429</box>
paragraph: Das thüringische Volksbildungsministerium hat verfügt, daß Lehrkräfte, die marxistischen Organisationen angehören, ferner solche, die sich zur marxistischen Weltanschauung bekennen oder deren Verhalten sie als Vertreter dieser Weltanschauung kennzeichnet, Religions-, Deutsch- und Geschichtsunterricht in den höheren und mittleren Schulen, sowie in den oberen Klassen der Volksschulen vom Schuljahr 1933/34 ab nicht mehr erteilen dürfen. Den Beamten und Angestellten des Staates ist die Zugehörigkeit zur sozialdemokratischen Partei und ihren Hilfs- oder Nebenorganisationen verboten. <box>369 253 617 434</box>
strip-line: schaft <box>1559 196 1588 208</box>
strip-line: sich <box>1559 259 1578 271</box>
paragraph: „Auf Wiedersehen!“ Sie hielt einen Moment seine Hände fest. „Wie lange bleibst du?“ <box>897 1474 1145 1498</box>
paragraph: Nach einer Weile kehrten Sie ohne Doktor zurück. Der Doktor schien ihn zu beschwichtigen. Aber es war nichts, was sie sprachen, zu verstehen. Sie schlich sich nach ihrem Bett zurück. Nein, sie tat nicht. Ob sie sie er mit offenem Deckel auf den Nachttisch gelegt hatte. Es war sieben Minuten nach zehn. <box>633 1630 881 1720</box>
adjacent-page-strip <box>1552 56 1624 2267</box>
novel-column-3 <box>633 1363 881 2277</box>
strip-line: vielen Be <box>1559 513 1604 524</box>
strip-line: Schätzun <box>1559 1844 1604 1856</box>
separator-star: * <box>491 437 496 449</box>
strip-line: Sachen <box>1559 1157 1595 1169</box>
strip-line: ... DE <box>1559 1832 1586 1844</box>
paragraph: Im Nebenraum schlafen schlafzimmer stand die Fenster geöffnet. Man vernahm den Wellenschlag des Meeres, der in ewig gleichem und doch immer neuem Rhythmus gegen die Küste schlug. <box>102 2113 352 2177</box>
paragraph: Ihre Hände fielen von seinem Nacken. Halbgeöffneten Mundes starrte sie ihn an. Er rückte und legte ihr die Hand über die Augen. „Es ist ja, mein Kind. — Soll ich ihn deswegen verdammen? Nur deshalb, weil sein Herz sie frau verehrt, die nun zufällig meine Frau ist? Kann er dafür?“ — <box>369 1674 617 1764</box>
separator-star: * <box>491 238 496 250</box>
strip-line: der Fe <box>1559 475 1590 487</box>
section-rule <box>632 483 1150 490</box>
strip-line: Brenn <box>1559 1984 1588 1995</box>
strip-line: Band <box>1559 941 1584 953</box>
paragraph: Die hiesigen Geldinstitute machen im heutigen Anzeigenteil darauf aufmerksam, daß am morgigen Dienstag aus Anlaß der Eröffnung des Reichstags die Kassen bereits um 13 Uhr geschlossen werden. Auf die Anzeige sei besonders hingewiesen. <box>897 733 1146 810</box>
strip-line: ... Lastw <box>1559 929 1600 941</box>
novel-column-2 <box>369 1363 617 2264</box>
paragraph: ** Die Fristverlängerung für Zuschüsse des Reiches für die Instandsetzung von Wohngebäuden. Der hessische Minister des Innern gibt bezüglich der Zuschüsse des Reiches für die Instandsetzung von Wohngebäuden, für die Teilung von Wohnungen und den Umbau gewerblicher Räume zu Wohnungen nach den Bestimmungen vom 17. September 1932 bekannt, daß die Arbeiten, die bis zum 31. Dezember 1932 nach den für die Instandsetzungs- und Umbauarbeiten vor dem 1. April 1933 begonnen und spätestens am 1. Juli 1933 vollendet sein müßten. Nach ihm zugegangenen Mitteilungen können in einer großen Anzahl von Fällen der Zeitpunkt für den <box>897 1077 1145 1271</box>
paragraph: Da kam ihr ein Einfall. Sie zuckte fast erschrocken ins Bett. Sie hörte Hans Jörg die Treppe heraufkommen und sah ihn gleich darauf im Zimmer treten. Es glühte plötzlich, jeder irgendwelches Schlafbedürfnis vorzutäuschen. Und als er nun zu ihr trat, frug sie: „Nun bleibst du aber? Ja?“ <box>633 1724 881 1814</box>
paragraph: Wie der „Montag Morgen“ meldet, wird sich die Eiserne Front, bis dem Reichsbanner, den Hammerschaften der Gewerkschaften und den Arbeitersportorganisationen besteht, selbst auflösen. Besonderen Wert auf die Selbstauflösung legen die Gewerkschaftskreise, die der Auffassung seien, daß für die Eiserne Front zur Zeit keine Aufgaben mehr vorlägen. <box>102 1082 352 1185</box>
strip-line: ... alle <box>1559 361 1588 373</box>
strip-line: ... Ba <box>1559 2072 1584 2084</box>
strip-line: der Ban <box>1559 1258 1597 1270</box>
strip-line: Anfang <box>1559 1232 1594 1244</box>
strip-line: Sep <box>1559 1781 1577 1793</box>
paragraph: Wie verlautet, wird in den nächsten Tagen auch in Hessen durch eine Verordnung die Einsetzung von kommissarischen Bürgermeistern verfügt werden, die die Oberbürgermeister, Bürgermeister oder Beigeordneten, die der KPD. oder der SPD. angehören oder sich im Sinne dieser Parteien betätigt haben, ersetzen sollen. Die Ersetzung kann auch erfolgen, wenn das Verbleiben der jetzigen Stelleninhaber eine Störung der öffentlichen Ordnung befürchten läßt. <box>102 936 352 1078</box>
strip-line: Gefü <box>1559 1321 1582 1333</box>
strip-line: 1933 bis <box>1559 171 1600 183</box>
strip-line: Tielbewerb <box>1559 891 1613 902</box>
strip-line: kann <box>1559 310 1583 322</box>
paragraph: WPN. Der Minister für Kultus und Bildungswesen hat angeordnet: Aus Anlaß des Zusammentritts des ersten in neuen Geist gewählten Deutschen Reichstags am 21. März in Potsdam um 12 Uhr mittags fällt an diesem Tage der Unterricht in allen Schulen des Volksstaats Hessen aus. In der letzten Unterrichtsstunde am Montag werden die Schüler auf diese Tatsache und ihre Bedeutung hingewiesen. Wo es sich ohne Kosten ermöglichen läßt, empfiehlt es sich, die Klassen um die Mittagszeit in geeigneten Räumen zu versammeln, wo sie die Reden des Reichspräsidenten und Reichskanzlers durch den Lautsprecher anhören können. Sämtliche Schulgebäude haben an diesem Tage die beiden Fahnen des neuen Reichs hochzuziehen. <box>633 594 881 801</box>
column-rule <box>889 541 890 1342</box>
strip-line: ... Pfl <box>1559 1144 1584 1156</box>
headline-politische-nachrichten: Kleine politische Nachrichten. <box>135 852 319 865</box>
strip-line: ... D <box>1559 1946 1579 1958</box>
paragraph: Ein Trupp sorgloser Jugend zog mit Gitarren und Mandolinen vorbei und sang einer herzlichsten ein Schlummerlied. Da vom Wind bewegten Gardinen zauberten ein allerliebstes Schattenspiel auf den Boden. Es tanzte in Ringeln, wand sich in Kreisen, flatterte nach den Ecken zu und stand dann für Sekunden reglos. <box>102 2180 352 2270</box>
paragraph: Sie konnte die beiden nicht sehen. Wahrscheinlich standen sie unter dem Vorsprung der Loggia. Nur ihre Stimmen klangen im Flüstern herauf. — Ein Name fiel. Sie vermochte nicht mehr zu entscheiden, ob er ihr galt oder einer anderen. Das rauschte, oder ob das Brausen von ihrem eigenen Blute kam. Ihr Gehirn glich einem Hammerwerk. — Immer war es der eine Name, der darin anschlug: Joe Brandt! — Joe Brandt! — Joe Brandt! <box>633 1417 881 1546</box>
strip-line: ... Fre <box>1559 399 1588 411</box>
